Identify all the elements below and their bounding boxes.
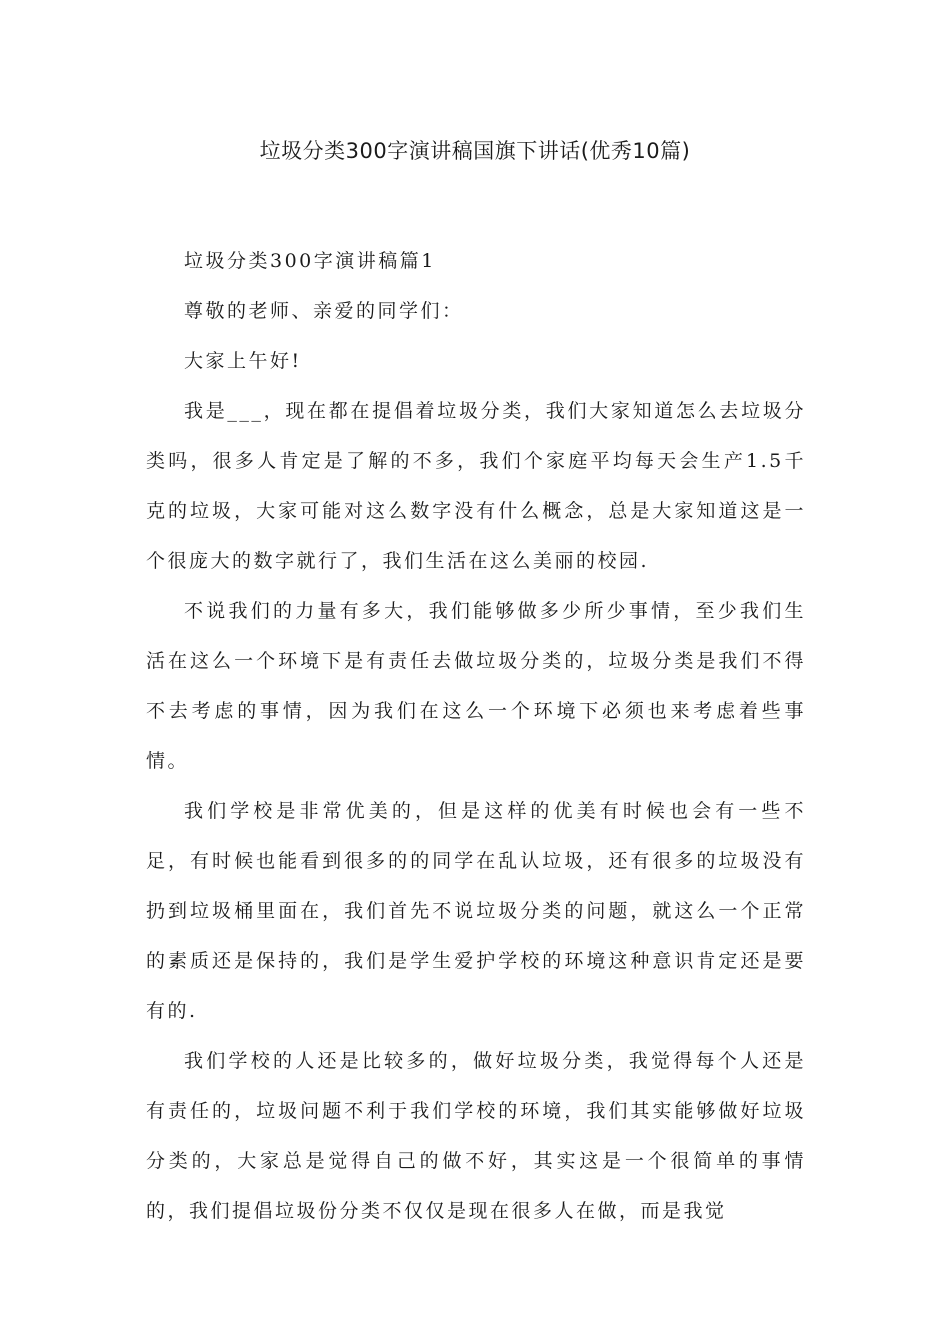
paragraph: 我们学校的人还是比较多的，做好垃圾分类，我觉得每个人还是有责任的，垃圾问题不利于我们学校的环境，我们其实能够做好垃圾分类的，大家总是觉得自己的做不好，其实这是一个很简单的事情的，我们提倡垃圾份分类不仅仅是现在很多人在做，而是我觉 bbox=[146, 1050, 806, 1222]
document-title: 垃圾分类300字演讲稿国旗下讲话(优秀10篇) bbox=[259, 139, 691, 163]
greeting: 大家上午好! bbox=[184, 350, 302, 372]
paragraph: 我们学校是非常优美的，但是这样的优美有时候也会有一些不足，有时候也能看到很多的的同学在乱认垃圾，还有很多的垃圾没有扔到垃圾桶里面在，我们首先不说垃圾分类的问题，就这么一个正常的素质还是保持的，我们是学生爱护学校的环境这种意识肯定还是要有的. bbox=[146, 800, 806, 1022]
section-heading: 垃圾分类300字演讲稿篇1 bbox=[184, 250, 436, 272]
document-body bbox=[146, 236, 806, 1236]
paragraph: 我是___，现在都在提倡着垃圾分类，我们大家知道怎么去垃圾分类吗，很多人肯定是了解的不多，我们个家庭平均每天会生产1.5千克的垃圾，大家可能对这么数字没有什么概念，总是大家知道这是一个很庞大的数字就行了，我们生活在这么美丽的校园. bbox=[146, 400, 806, 572]
salutation: 尊敬的老师、亲爱的同学们： bbox=[184, 300, 464, 322]
paragraph: 不说我们的力量有多大，我们能够做多少所少事情，至少我们生活在这么一个环境下是有责任去做垃圾分类的，垃圾分类是我们不得不去考虑的事情，因为我们在这么一个环境下必须也来考虑着些事情。 bbox=[146, 600, 806, 772]
